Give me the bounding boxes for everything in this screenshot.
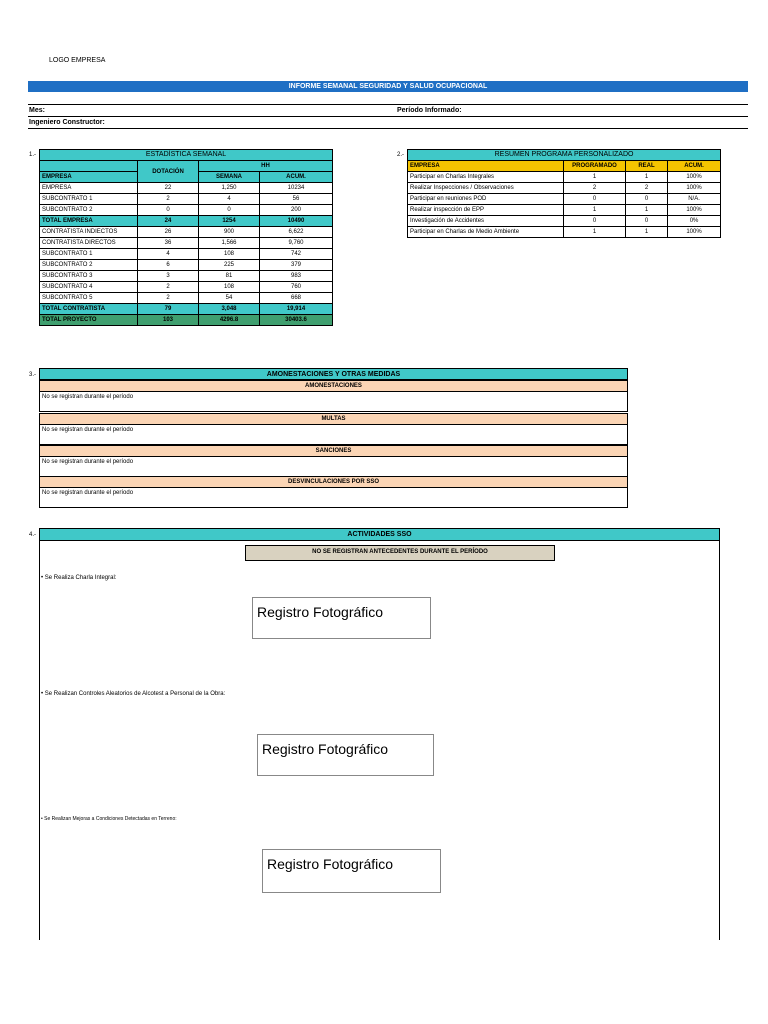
measure-text: No se registran durante el período	[39, 392, 628, 412]
section3-title: AMONESTACIONES Y OTRAS MEDIDAS	[39, 368, 628, 380]
divider	[28, 116, 748, 117]
cell-acum: 379	[260, 260, 333, 271]
cell-acum: 10490	[260, 216, 333, 227]
cell-dot: 2	[138, 293, 199, 304]
cell-sem: 225	[199, 260, 260, 271]
cell-name: TOTAL PROYECTO	[40, 315, 138, 326]
cell-prog: 1	[564, 227, 626, 238]
cell-name: SUBCONTRATO 5	[40, 293, 138, 304]
cell-acum: 56	[260, 194, 333, 205]
cell-name: Participar en Charlas Integrales	[408, 172, 564, 183]
cell-prog: 0	[564, 216, 626, 227]
measure-block	[39, 380, 628, 412]
table-row	[40, 315, 333, 326]
table-row	[40, 205, 333, 216]
measure-block	[39, 413, 628, 445]
cell-sem: 0	[199, 205, 260, 216]
cell-real: 0	[626, 194, 668, 205]
cell-sem: 108	[199, 249, 260, 260]
cell-sem: 1,566	[199, 238, 260, 249]
program-summary-table	[407, 149, 721, 238]
table-row	[40, 304, 333, 315]
photo-placeholder-1[interactable]: Registro Fotográfico	[252, 597, 431, 639]
col-empresa: EMPRESA	[40, 172, 138, 183]
cell-acum: 19,914	[260, 304, 333, 315]
cell-dot: 4	[138, 249, 199, 260]
cell-acum: 10234	[260, 183, 333, 194]
cell-sem: 1,250	[199, 183, 260, 194]
measure-block	[39, 445, 628, 477]
cell-sem: 900	[199, 227, 260, 238]
divider	[28, 128, 748, 129]
measure-text: No se registran durante el período	[39, 457, 628, 477]
notice-banner: NO SE REGISTRAN ANTECEDENTES DURANTE EL PERÍODO	[245, 545, 555, 561]
col-programado: PROGRAMADO	[564, 161, 626, 172]
cell-name: SUBCONTRATO 1	[40, 194, 138, 205]
measure-text: No se registran durante el período	[39, 488, 628, 508]
cell-name: SUBCONTRATO 1	[40, 249, 138, 260]
cell-acum: 668	[260, 293, 333, 304]
cell-name: Realizar Inspecciones / Observaciones	[408, 183, 564, 194]
cell-name: Realizar inspección de EPP	[408, 205, 564, 216]
cell-dot: 0	[138, 205, 199, 216]
cell-acum: 9,760	[260, 238, 333, 249]
cell-name: SUBCONTRATO 3	[40, 271, 138, 282]
table-row	[408, 172, 721, 183]
section1-title: ESTADÍSTICA SEMANAL	[40, 150, 333, 161]
table-row	[408, 205, 721, 216]
cell-sem: 108	[199, 282, 260, 293]
cell-name: Investigación de Accidentes	[408, 216, 564, 227]
ingeniero-label: Ingeniero Constructor:	[29, 119, 105, 126]
cell-dot: 2	[138, 282, 199, 293]
cell-acum: 0%	[668, 216, 721, 227]
table-row	[40, 216, 333, 227]
cell-name: TOTAL CONTRATISTA	[40, 304, 138, 315]
table-row	[408, 227, 721, 238]
table-row	[408, 183, 721, 194]
table-row	[40, 260, 333, 271]
logo-text: LOGO EMPRESA	[49, 57, 106, 64]
cell-acum: 100%	[668, 183, 721, 194]
cell-name: CONTRATISTA DIRECTOS	[40, 238, 138, 249]
cell-dot: 36	[138, 238, 199, 249]
col-hh: HH	[199, 161, 333, 172]
cell-acum: 100%	[668, 172, 721, 183]
section2-number: 2.-	[397, 152, 405, 158]
cell-prog: 0	[564, 194, 626, 205]
photo-placeholder-2[interactable]: Registro Fotográfico	[257, 734, 434, 776]
section4-number: 4.-	[29, 532, 37, 538]
divider	[28, 104, 748, 105]
cell-name: SUBCONTRATO 4	[40, 282, 138, 293]
table-row	[40, 282, 333, 293]
cell-dot: 3	[138, 271, 199, 282]
measure-title: DESVINCULACIONES POR SSO	[39, 476, 628, 488]
photo-placeholder-3[interactable]: Registro Fotográfico	[262, 849, 441, 893]
cell-sem: 4296.8	[199, 315, 260, 326]
cell-dot: 22	[138, 183, 199, 194]
table-row	[40, 293, 333, 304]
cell-dot: 24	[138, 216, 199, 227]
cell-acum: 742	[260, 249, 333, 260]
section1-number: 1.-	[29, 152, 37, 158]
cell-acum: N/A.	[668, 194, 721, 205]
activity-2-text: • Se Realizan Controles Aleatorios de Alcotest a Personal de la Obra:	[41, 691, 226, 697]
measure-title: MULTAS	[39, 413, 628, 425]
periodo-label: Período Informado:	[397, 107, 462, 114]
cell-dot: 6	[138, 260, 199, 271]
table-row	[40, 183, 333, 194]
cell-acum: 983	[260, 271, 333, 282]
cell-prog: 1	[564, 172, 626, 183]
cell-sem: 4	[199, 194, 260, 205]
measure-text: No se registran durante el período	[39, 425, 628, 445]
section4-title: ACTIVIDADES SSO	[39, 528, 720, 541]
cell-acum: 200	[260, 205, 333, 216]
col-acum: ACUM.	[668, 161, 721, 172]
col-acum: ACUM.	[260, 172, 333, 183]
table-row	[408, 194, 721, 205]
activity-3-text: • Se Realizan Mejoras a Condiciones Detectadas en Terreno:	[41, 816, 177, 822]
col-real: REAL	[626, 161, 668, 172]
cell-real: 1	[626, 172, 668, 183]
cell-name: Participar en Charlas de Medio Ambiente	[408, 227, 564, 238]
mes-label: Mes:	[29, 107, 45, 114]
table-row	[40, 271, 333, 282]
cell-acum: 6,622	[260, 227, 333, 238]
cell-sem: 1254	[199, 216, 260, 227]
table-row	[40, 249, 333, 260]
table-row	[408, 216, 721, 227]
section2-title: RESUMEN PROGRAMA PERSONALIZADO	[408, 150, 721, 161]
col-dotacion: DOTACIÓN	[138, 161, 199, 183]
right-border	[719, 541, 720, 940]
cell-name: TOTAL EMPRESA	[40, 216, 138, 227]
cell-real: 0	[626, 216, 668, 227]
section3-number: 3.-	[29, 372, 37, 378]
col-empresa: EMPRESA	[408, 161, 564, 172]
left-border	[39, 541, 40, 940]
cell-prog: 2	[564, 183, 626, 194]
cell-sem: 54	[199, 293, 260, 304]
cell-dot: 2	[138, 194, 199, 205]
cell-real: 1	[626, 227, 668, 238]
cell-dot: 26	[138, 227, 199, 238]
cell-name: SUBCONTRATO 2	[40, 205, 138, 216]
cell-name: EMPRESA	[40, 183, 138, 194]
report-title: INFORME SEMANAL SEGURIDAD Y SALUD OCUPACIONAL	[28, 81, 748, 92]
cell-acum: 760	[260, 282, 333, 293]
cell-sem: 3,048	[199, 304, 260, 315]
cell-acum: 30403.6	[260, 315, 333, 326]
cell-name: Participar en reuniones POD	[408, 194, 564, 205]
col-semana: SEMANA	[199, 172, 260, 183]
table-row	[40, 227, 333, 238]
cell-prog: 1	[564, 205, 626, 216]
weekly-statistics-table	[39, 149, 333, 326]
activity-1-text: • Se Realiza Charla Integral:	[41, 575, 117, 581]
cell-acum: 100%	[668, 205, 721, 216]
cell-dot: 103	[138, 315, 199, 326]
cell-acum: 100%	[668, 227, 721, 238]
measure-block	[39, 476, 628, 508]
cell-real: 1	[626, 205, 668, 216]
measure-title: AMONESTACIONES	[39, 380, 628, 392]
cell-sem: 81	[199, 271, 260, 282]
measure-title: SANCIONES	[39, 445, 628, 457]
cell-name: CONTRATISTA INDIECTOS	[40, 227, 138, 238]
table-row	[40, 194, 333, 205]
cell-name: SUBCONTRATO 2	[40, 260, 138, 271]
table-row	[40, 238, 333, 249]
cell-dot: 79	[138, 304, 199, 315]
blank-cell	[40, 161, 138, 172]
cell-real: 2	[626, 183, 668, 194]
